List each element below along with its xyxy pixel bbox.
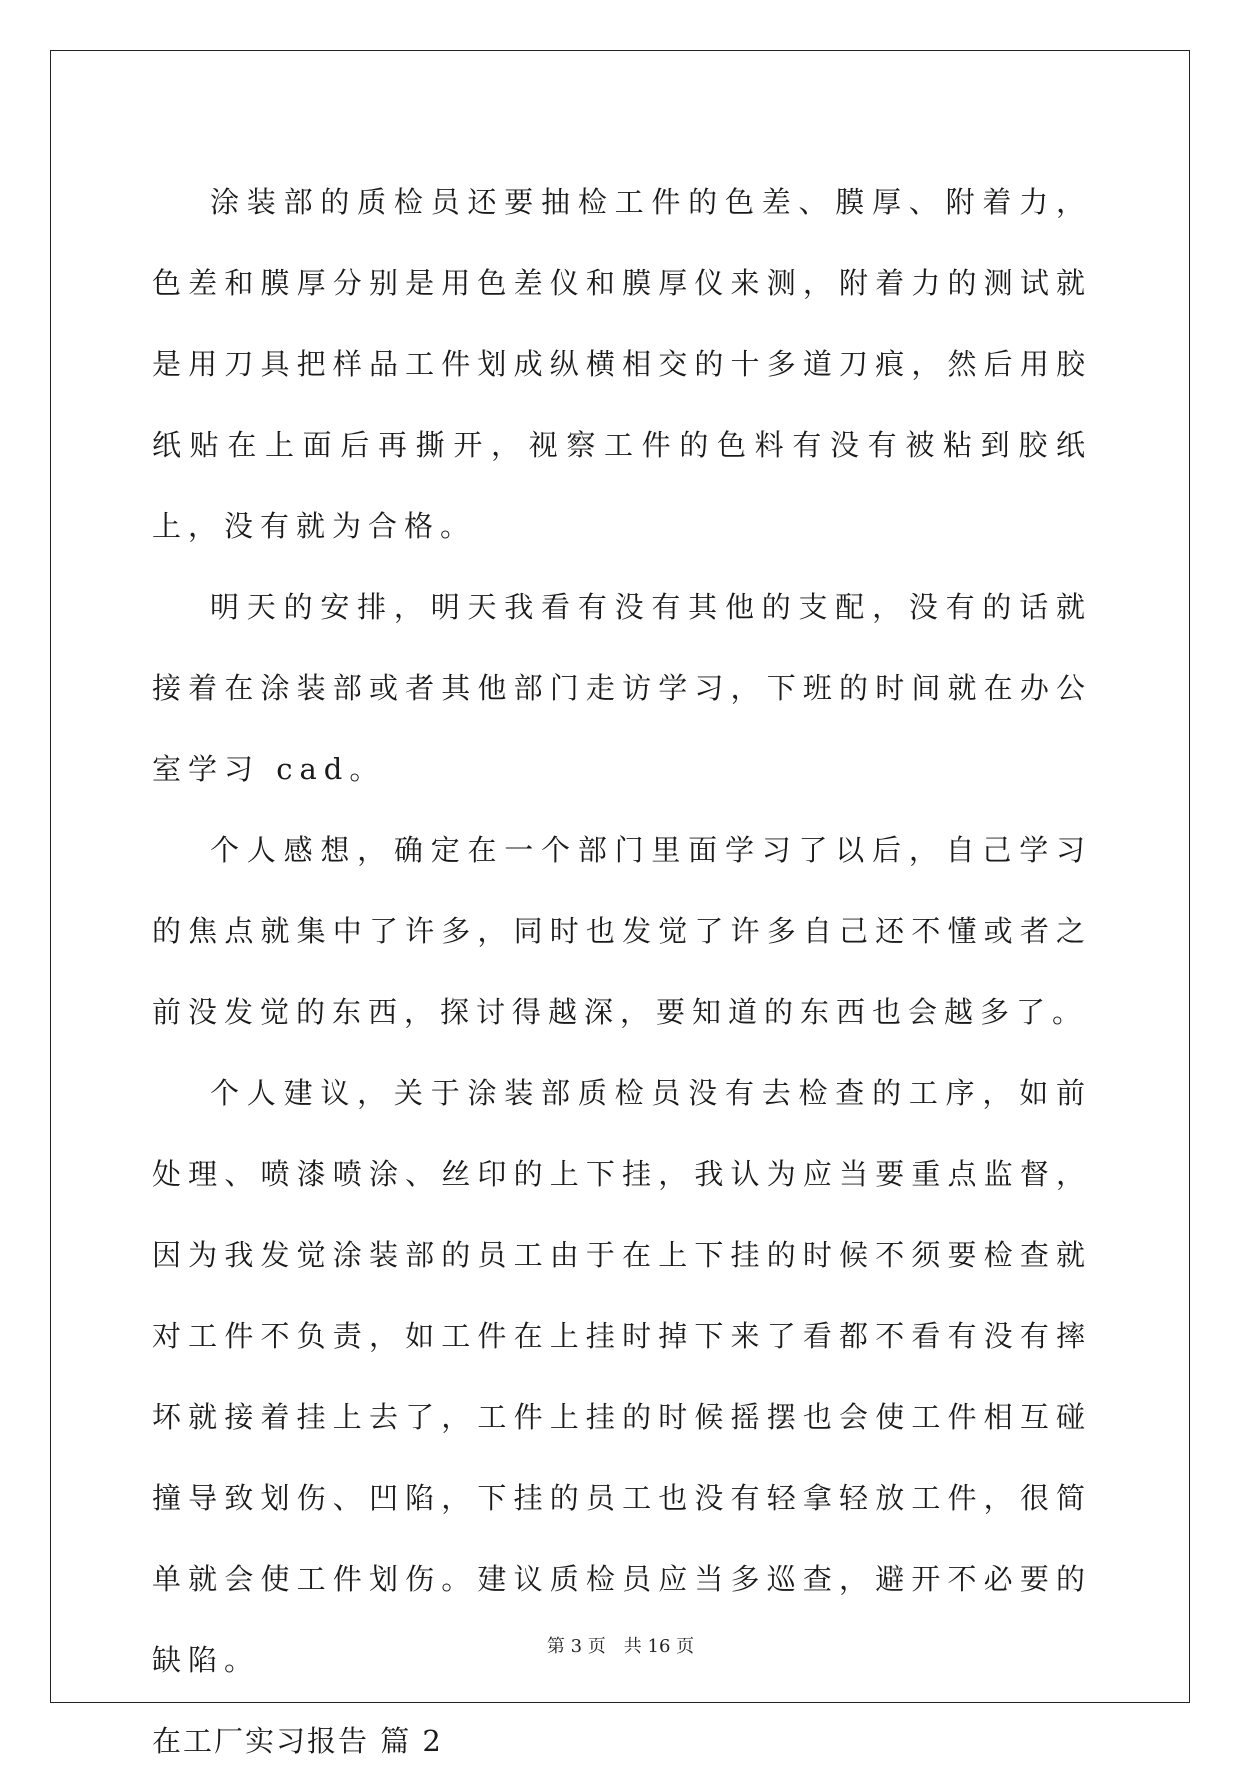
page-footer [0, 1632, 1241, 1658]
document-body [152, 162, 1092, 1782]
section-heading: 在工厂实习报告 篇 2 [152, 1724, 443, 1758]
page-number: 第 3 页 [546, 1636, 606, 1657]
paragraph-personal-suggestions: 个人建议，关于涂装部质检员没有去检查的工序，如前处理、喷漆喷涂、丝印的上下挂，我认为应当要重点监督，因为我发觉涂装部的员工由于在上下挂的时候不须要检查就对工件不负责，如工件在上挂时掉下来了看都不看有没有摔坏就接着挂上去了，工件上挂的时候摇摆也会使工件相互碰撞导致划伤、凹陷，下挂的员工也没有轻拿轻放工件，很简单就会使工件划伤。建议质检员应当多巡查，避开不必要的缺陷。 [152, 1076, 1092, 1677]
paragraph-quality-inspection: 涂装部的质检员还要抽检工件的色差、膜厚、附着力，色差和膜厚分别是用色差仪和膜厚仪来测，附着力的测试就是用刀具把样品工件划成纵横相交的十多道刀痕，然后用胶纸贴在上面后再撕开，视察工件的色料有没有被粘到胶纸上，没有就为合格。 [152, 185, 1092, 543]
page-total: 共 16 页 [623, 1636, 695, 1657]
paragraph-personal-thoughts: 个人感想，确定在一个部门里面学习了以后，自己学习的焦点就集中了许多，同时也发觉了许多自己还不懂或者之前没发觉的东西，探讨得越深，要知道的东西也会越多了。 [152, 833, 1092, 1029]
paragraph-tomorrow-plan: 明天的安排，明天我看有没有其他的支配，没有的话就接着在涂装部或者其他部门走访学习，下班的时间就在办公室学习 cad。 [152, 590, 1092, 786]
